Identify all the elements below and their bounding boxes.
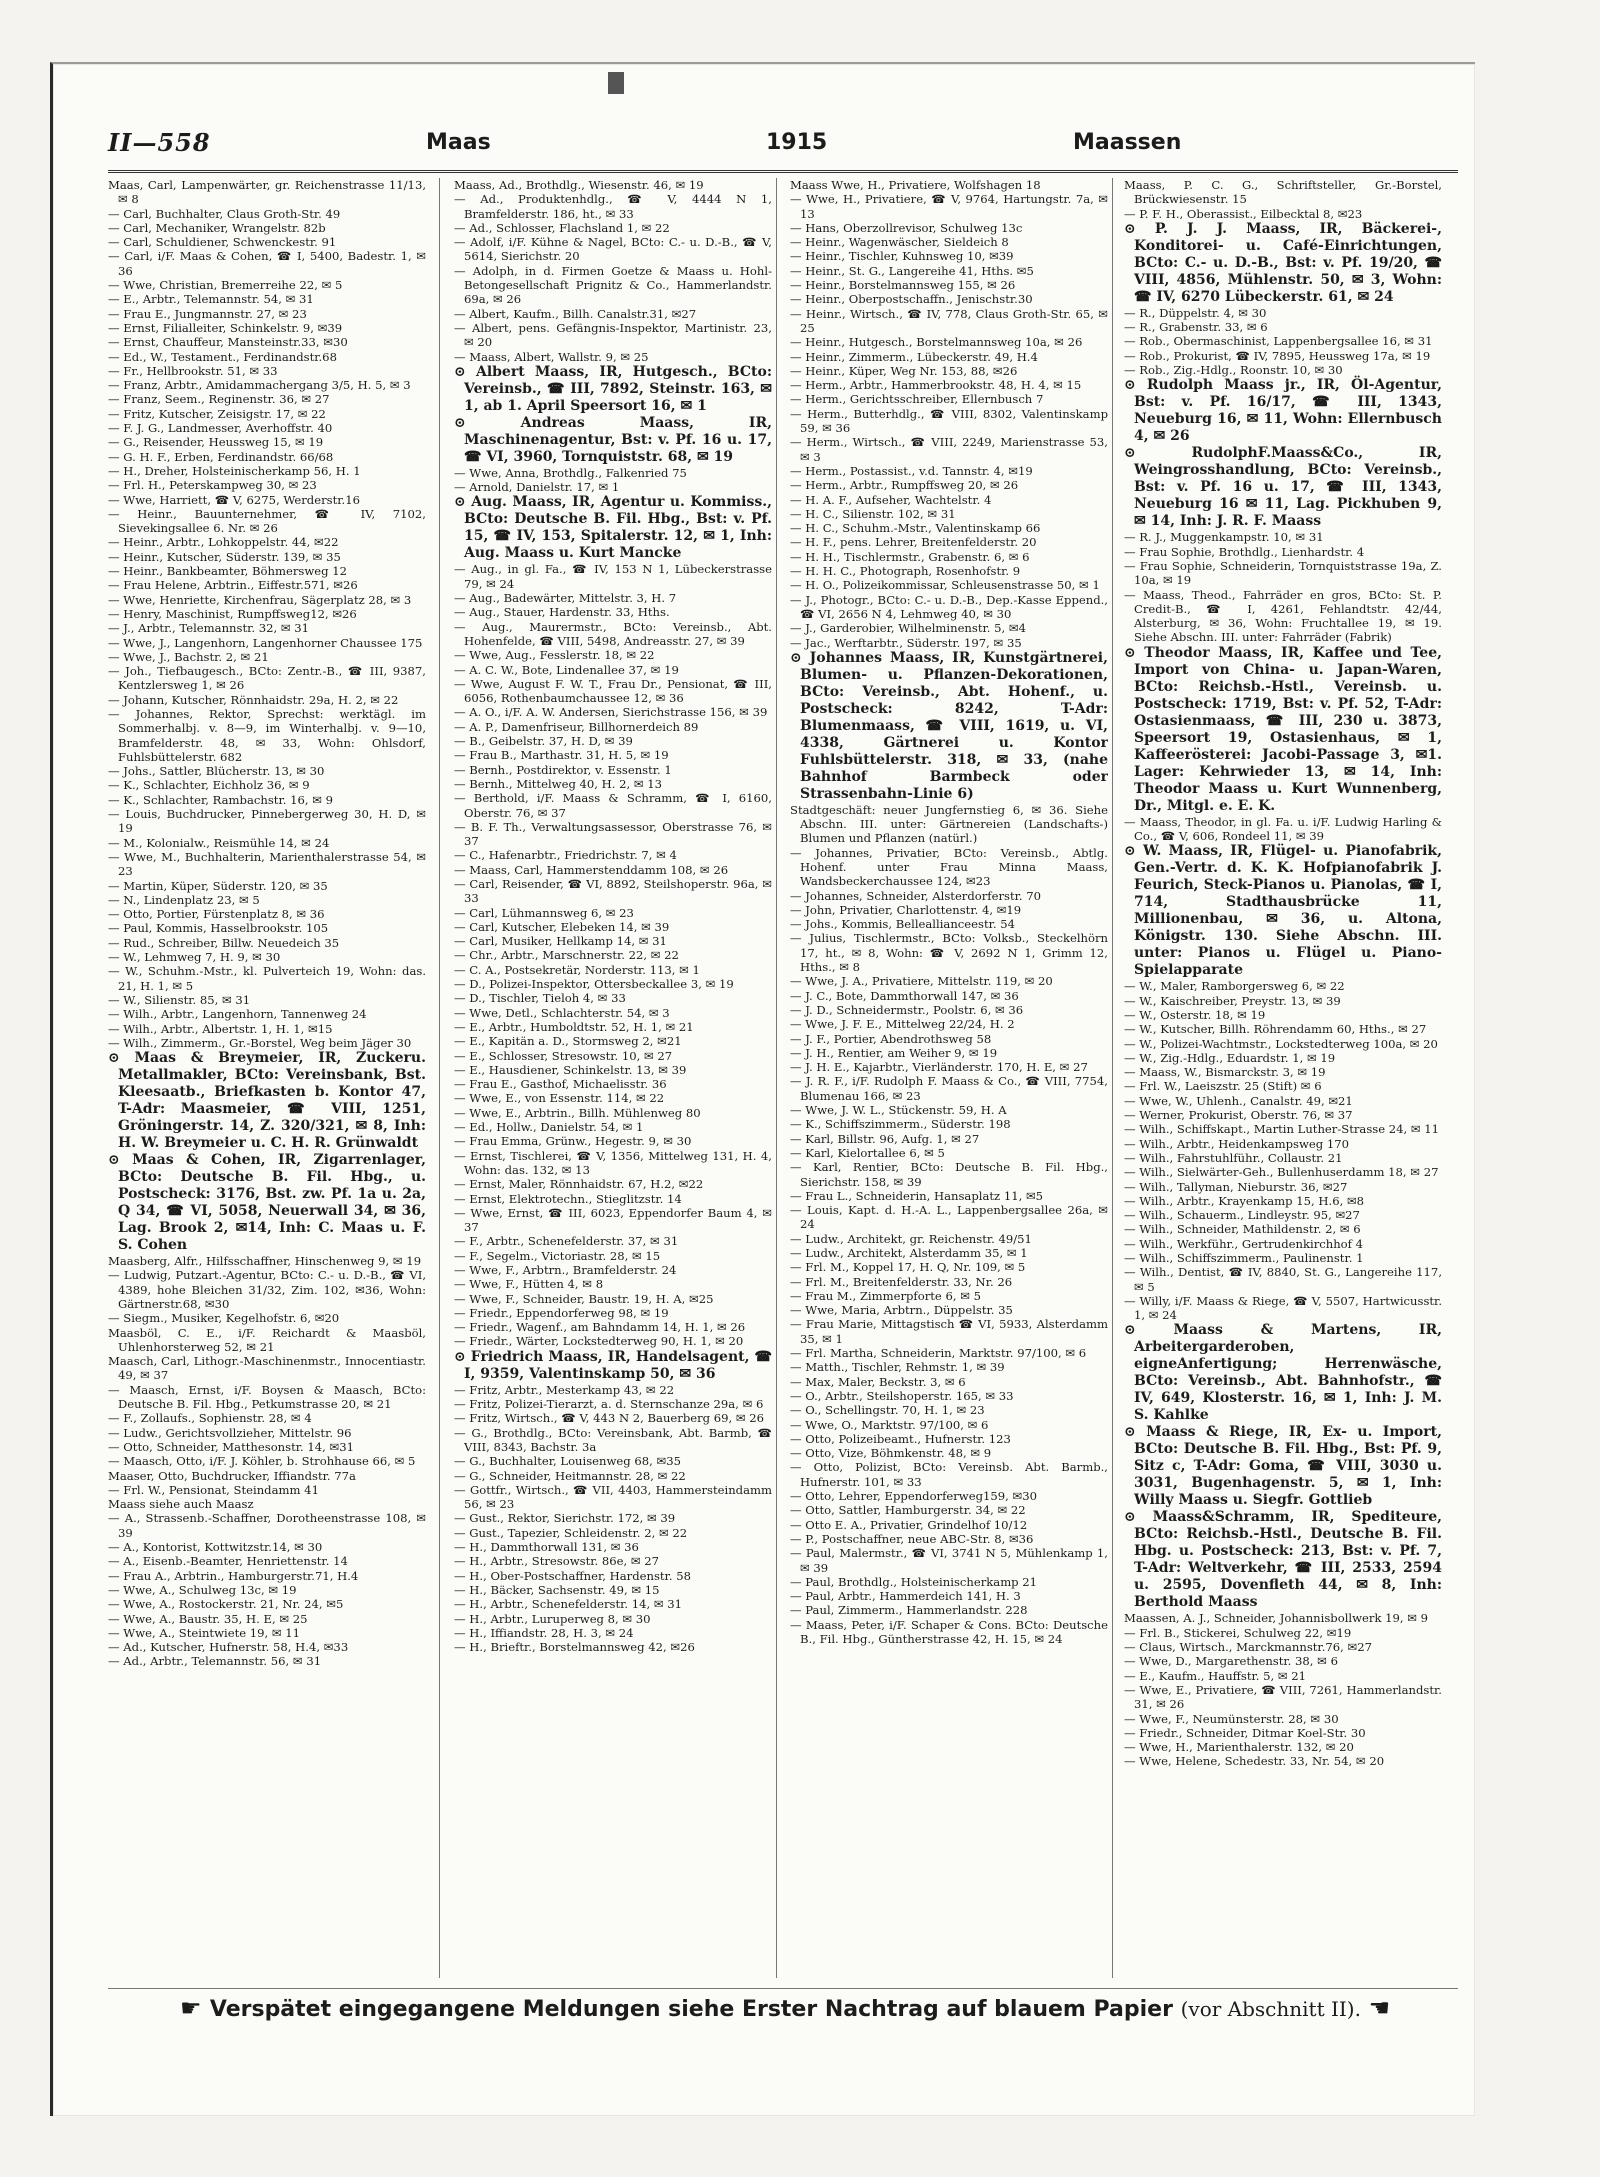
directory-entry: — Fritz, Wirtsch., ☎ V, 443 N 2, Bauerberg 69, ✉ 26 (454, 1411, 765, 1426)
directory-entry: — Ludw., Architekt, gr. Reichenstr. 49/51 (790, 1231, 1032, 1246)
directory-entry: — Aug., in gl. Fa., ☎ IV, 153 N 1, Lübeckerstrasse 79, ✉ 24 (454, 562, 772, 591)
directory-entry: — Ernst, Chauffeur, Mansteinstr.33, ✉30 (108, 335, 348, 350)
directory-entry: — P. F. H., Oberassist., Eilbecktal 8, ✉23 (1124, 206, 1363, 221)
directory-entry: — Ad., Schlosser, Flachsland 1, ✉ 22 (454, 220, 670, 235)
directory-entry: — Wwe, Harriett, ☎ V, 6275, Werderstr.16 (108, 492, 360, 507)
directory-entry: — H. H., Tischlermstr., Grabenstr. 6, ✉ 6 (790, 549, 1030, 564)
directory-entry: — Werner, Prokurist, Oberstr. 76, ✉ 37 (1124, 1108, 1353, 1123)
directory-entry: — Maass, Peter, i/F. Schaper & Cons. BCto: Deutsche B., Fil. Hbg., Güntherstrasse 42, H. 15, ✉ 24 (790, 1617, 1108, 1647)
directory-entry: — Frau L., Schneiderin, Hansaplatz 11, ✉5 (790, 1188, 1044, 1203)
directory-entry: — Ludwig, Putzart.-Agentur, BCto: C.- u. D.-B., ☎ VI, 4389, hohe Bleichen 31/32, Zim. 102, ✉36, Wohn: Gärtnerstr.68, ✉30 (108, 1268, 426, 1311)
directory-entry: — H., Ober-Postschaffner, Hardenstr. 58 (454, 1568, 691, 1583)
page-header (108, 128, 1448, 164)
directory-entry: — Frau A., Arbtrin., Hamburgerstr.71, H.4 (108, 1568, 359, 1583)
directory-entry: — J. D., Schneidermstr., Poolstr. 6, ✉ 36 (790, 1002, 1024, 1017)
directory-entry: — Ludw., Gerichtsvollzieher, Mittelstr. 96 (108, 1425, 352, 1440)
directory-entry: — Aug., Badewärter, Mittelstr. 3, H. 7 (454, 591, 677, 606)
column-3 (790, 178, 1108, 1978)
directory-entry: — Aug., Stauer, Hardenstr. 33, Hths. (454, 605, 670, 620)
directory-entry: — Wwe, A., Steintwiete 19, ✉ 11 (108, 1625, 301, 1640)
directory-entry: — Friedr., Schneider, Ditmar Koel-Str. 30 (1124, 1725, 1366, 1740)
directory-entry: — Frau E., Jungmannstr. 27, ✉ 23 (108, 306, 307, 321)
directory-entry: — J. R. F., i/F. Rudolph F. Maass & Co., ☎ VIII, 7754, Blumenau 166, ✉ 23 (790, 1074, 1108, 1103)
directory-entry: — A. P., Damenfriseur, Billhornerdeich 89 (454, 719, 699, 734)
directory-entry: — Frl. H., Peterskampweg 30, ✉ 23 (108, 478, 317, 493)
directory-entry: — Wwe, J., Bachstr. 2, ✉ 21 (108, 649, 269, 664)
directory-entry: — Willy, i/F. Maass & Riege, ☎ V, 5507, Hartwicusstr. 1, ✉ 24 (1124, 1293, 1442, 1323)
directory-columns (108, 178, 1458, 1978)
directory-entry: — Ad., Arbtr., Telemannstr. 56, ✉ 31 (108, 1654, 322, 1669)
directory-entry: Stadtgeschäft: neuer Jungfernstieg 6, ✉ 36. Siehe Abschn. III. unter: Gärtnereien (Landschafts-) Blumen und Pflanzen (natürl.) (790, 802, 1108, 846)
directory-entry: — Wwe, A., Rostockerstr. 21, Nr. 24, ✉5 (108, 1597, 344, 1612)
directory-entry: — J. C., Bote, Dammthorwall 147, ✉ 36 (790, 988, 1019, 1003)
directory-entry: — Matth., Tischler, Rehmstr. 1, ✉ 39 (790, 1360, 1005, 1375)
directory-entry: — Gust., Tapezier, Schleidenstr. 2, ✉ 22 (454, 1525, 688, 1540)
directory-entry: — Frl. W., Laeiszstr. 25 (Stift) ✉ 6 (1124, 1079, 1322, 1094)
directory-entry: — W., Silienstr. 85, ✉ 31 (108, 992, 251, 1007)
column-4 (1124, 178, 1442, 1978)
directory-entry: — J., Photogr., BCto: C.- u. D.-B., Dep.-Kasse Eppend., ☎ VI, 2656 N 4, Lehmweg 40, ✉ 30 (790, 592, 1108, 621)
directory-entry: — Otto, Polizist, BCto: Vereinsb. Abt. Barmb., Hufnerstr. 101, ✉ 33 (790, 1460, 1108, 1489)
directory-entry: — Frl. B., Stickerei, Schulweg 22, ✉19 (1124, 1625, 1352, 1640)
directory-entry: ⊙ Maass & Riege, IR, Ex- u. Import, BCto: Deutsche B. Fil. Hbg., Bst: Pf. 9, Sitz c, T-Adr: Goma, ☎ VIII, 3030 u. 3031, Bugenhagenstr. 5, ✉ 1, Inh: Willy Maass u. Siegfr. Gottlieb (1124, 1424, 1442, 1509)
directory-entry: — Maass, Albert, Wallstr. 9, ✉ 25 (454, 349, 649, 364)
directory-entry: — Paul, Brothdlg., Holsteinischerkamp 21 (790, 1574, 1038, 1589)
directory-entry: — Otto, Lehrer, Eppendorferweg159, ✉30 (790, 1489, 1037, 1504)
directory-entry: — K., Schlachter, Rambachstr. 16, ✉ 9 (108, 792, 333, 807)
directory-entry: — Maass, W., Bismarckstr. 3, ✉ 19 (1124, 1065, 1326, 1080)
directory-entry: — Louis, Buchdrucker, Pinnebergerweg 30, H. D, ✉ 19 (108, 807, 426, 836)
directory-entry: — Heinr., Wirtsch., ☎ IV, 778, Claus Groth-Str. 65, ✉ 25 (790, 306, 1108, 335)
directory-entry: — Carl, Mechaniker, Wrangelstr. 82b (108, 220, 326, 235)
directory-entry: — Ad., Produktenhdlg., ☎ V, 4444 N 1, Bramfelderstr. 186, ht., ✉ 33 (454, 192, 772, 221)
directory-entry: — Otto, Polizeibeamt., Hufnerstr. 123 (790, 1431, 1011, 1446)
directory-entry: — Frau Sophie, Schneiderin, Tornquiststrasse 19a, Z. 10a, ✉ 19 (1124, 558, 1442, 588)
directory-entry: — Heinr., St. G., Langereihe 41, Hths. ✉5 (790, 263, 1034, 278)
directory-entry: — Carl, Kutscher, Elebeken 14, ✉ 39 (454, 919, 670, 934)
directory-entry: — Gust., Rektor, Sierichstr. 172, ✉ 39 (454, 1511, 676, 1526)
directory-entry: — Bernh., Postdirektor, v. Essenstr. 1 (454, 762, 672, 777)
directory-entry: — Wilh., Arbtr., Krayenkamp 15, H.6, ✉8 (1124, 1193, 1365, 1208)
directory-entry: — Ludw., Architekt, Alsterdamm 35, ✉ 1 (790, 1246, 1028, 1260)
directory-entry: — Heinr., Bankbeamter, Böhmersweg 12 (108, 564, 347, 579)
directory-entry: — Siegm., Musiker, Kegelhofstr. 6, ✉20 (108, 1311, 340, 1326)
directory-entry: — Maass, Carl, Hammerstenddamm 108, ✉ 26 (454, 862, 729, 877)
directory-entry: — Wilh., Tallyman, Nieburstr. 36, ✉27 (1124, 1179, 1348, 1194)
directory-entry: — Carl, Musiker, Hellkamp 14, ✉ 31 (454, 934, 667, 949)
header-right-word: Maassen (1073, 130, 1182, 155)
directory-entry: — W., Kaischreiber, Preystr. 13, ✉ 39 (1124, 993, 1341, 1008)
directory-entry: — Carl, Lühmannsweg 6, ✉ 23 (454, 905, 634, 920)
directory-entry: — Henry, Maschinist, Rumpffsweg12, ✉26 (108, 606, 357, 621)
directory-entry: — A. O., i/F. A. W. Andersen, Sierichstrasse 156, ✉ 39 (454, 705, 768, 720)
directory-entry: — Chr., Arbtr., Marschnerstr. 22, ✉ 22 (454, 948, 679, 963)
directory-entry: — H., Arbtr., Luruperweg 8, ✉ 30 (454, 1611, 651, 1626)
directory-entry: — A. C. W., Bote, Lindenallee 37, ✉ 19 (454, 662, 679, 677)
directory-entry: — Ernst, Tischlerei, ☎ V, 1356, Mittelweg 131, H. 4, Wohn: das. 132, ✉ 13 (454, 1148, 772, 1177)
directory-entry: — F., Zollaufs., Sophienstr. 28, ✉ 4 (108, 1411, 312, 1426)
directory-entry: — Otto, Sattler, Hamburgerstr. 34, ✉ 22 (790, 1503, 1026, 1518)
directory-entry: — Wwe, J., Langenhorn, Langenhorner Chaussee 175 (108, 635, 423, 650)
directory-entry: — Aug., Maurermstr., BCto: Vereinsb., Abt. Hohenfelde, ☎ VIII, 5498, Andreasstr. 27, ✉ 39 (454, 619, 772, 648)
directory-entry: — W., Polizei-Wachtmstr., Lockstedterweg 100a, ✉ 20 (1124, 1036, 1438, 1051)
directory-entry: — Wwe, E., von Essenstr. 114, ✉ 22 (454, 1091, 665, 1106)
directory-entry: — Frau Marie, Mittagstisch ☎ VI, 5933, Alsterdamm 35, ✉ 1 (790, 1317, 1108, 1346)
directory-entry: — Wilh., Sielwärter-Geh., Bullenhuserdamm 18, ✉ 27 (1124, 1165, 1439, 1180)
directory-entry: — Herm., Arbtr., Hammerbrookstr. 48, H. 4, ✉ 15 (790, 378, 1082, 393)
directory-entry: — Wwe, H., Privatiere, ☎ V, 9764, Hartungstr. 7a, ✉ 13 (790, 192, 1108, 221)
directory-entry: — Herm., Gerichtsschreiber, Ellernbusch 7 (790, 392, 1044, 407)
directory-entry: — Rob., Prokurist, ☎ IV, 7895, Heussweg 17a, ✉ 19 (1124, 348, 1431, 363)
directory-entry: ⊙ W. Maass, IR, Flügel- u. Pianofabrik, Gen.-Vertr. d. K. K. Hofpianofabrik J. Feurich, Steck-Pianos u. Pianolas, ☎ I, 714, Stadthausbrücke 11, Millionenbau, ✉ 36, u. Altona, Königstr. 130. Siehe Abschn. III. unter: Pianos u. Flügel u. Piano-Spielapparate (1124, 843, 1442, 979)
directory-entry: — H. A. F., Aufseher, Wachtelstr. 4 (790, 492, 992, 507)
pointing-hand-icon: ☚ (1368, 1994, 1391, 2022)
directory-entry: — O., Arbtr., Steilshoperstr. 165, ✉ 33 (790, 1388, 1014, 1403)
directory-entry: — G., Reisender, Heussweg 15, ✉ 19 (108, 435, 324, 450)
directory-entry: — Friedr., Wagenf., am Bahndamm 14, H. 1, ✉ 26 (454, 1320, 746, 1335)
directory-entry: — John, Privatier, Charlottenstr. 4, ✉19 (790, 902, 1022, 917)
directory-entry: — J. H. E., Kajarbtr., Vierländerstr. 170, H. E, ✉ 27 (790, 1060, 1088, 1075)
directory-entry: — Rob., Zig.-Hdlg., Roonstr. 10, ✉ 30 (1124, 363, 1343, 378)
directory-entry: — Fritz, Kutscher, Zeisigstr. 17, ✉ 22 (108, 406, 326, 421)
directory-entry: — Heinr., Küper, Weg Nr. 153, 88, ✉26 (790, 363, 1018, 378)
directory-entry: — Wwe, O., Marktstr. 97/100, ✉ 6 (790, 1417, 989, 1432)
directory-entry: — Adolph, in d. Firmen Goetze & Maass u. Hohl-Betongesellschaft Prignitz & Co., Hammerlandstr. 69a, ✉ 26 (454, 263, 772, 307)
directory-entry: — Wwe, M., Buchhalterin, Marienthalerstrasse 54, ✉ 23 (108, 849, 426, 879)
directory-entry: — Ed., W., Testament., Ferdinandstr.68 (108, 349, 337, 364)
footer-reference: (vor Abschnitt II). (1180, 1997, 1361, 2021)
directory-entry: — Wwe, H., Marienthalerstr. 132, ✉ 20 (1124, 1740, 1354, 1755)
directory-entry: — Wilh., Schauerm., Lindleystr. 95, ✉27 (1124, 1208, 1360, 1223)
directory-entry: — Heinr., Oberpostschaffn., Jenischstr.30 (790, 292, 1033, 307)
directory-entry: ⊙ Friedrich Maass, IR, Handelsagent, ☎ I, 9359, Valentinskamp 50, ✉ 36 (454, 1348, 772, 1382)
directory-entry: — Ed., Hollw., Danielstr. 54, ✉ 1 (454, 1120, 644, 1135)
directory-entry: — C. A., Postsekretär, Norderstr. 113, ✉ 1 (454, 962, 700, 977)
directory-entry: — Rob., Obermaschinist, Lappenbergsallee 16, ✉ 31 (1124, 334, 1433, 349)
directory-entry: — H., Bäcker, Sachsenstr. 49, ✉ 15 (454, 1582, 660, 1597)
directory-entry: — Paul, Malermstr., ☎ VI, 3741 N 5, Mühlenkamp 1, ✉ 39 (790, 1546, 1108, 1575)
directory-entry: — Paul, Kommis, Hasselbrookstr. 105 (108, 921, 329, 936)
directory-entry: — Frl. W., Pensionat, Steindamm 41 (108, 1482, 319, 1497)
directory-entry: — H., Arbtr., Stresowstr. 86e, ✉ 27 (454, 1554, 660, 1569)
directory-entry: — Johs., Sattler, Blücherstr. 13, ✉ 30 (108, 764, 325, 779)
directory-entry: — Karl, Kielortallee 6, ✉ 5 (790, 1145, 945, 1160)
directory-entry: Maass siehe auch Maasz (108, 1497, 254, 1512)
directory-entry: — R., Grabenstr. 33, ✉ 6 (1124, 320, 1268, 335)
column-2 (454, 178, 772, 1978)
directory-entry: ⊙ P. J. J. Maass, IR, Bäckerei-, Konditorei- u. Café-Einrichtungen, BCto: C.- u. D.-B., Bst: v. Pf. 19/20, ☎ VIII, 4856, Mühlenstr. 50, ✉ 3, Wohn: ☎ IV, 6270 Lübeckerstr. 61, ✉ 24 (1124, 220, 1442, 305)
directory-entry: — Frl. M., Koppel 17, H. Q, Nr. 109, ✉ 5 (790, 1260, 1026, 1275)
directory-entry: Maassen, A. J., Schneider, Johannisbollwerk 19, ✉ 9 (1124, 1611, 1429, 1626)
column-1 (108, 178, 426, 1978)
directory-entry: — Wwe, August F. W. T., Frau Dr., Pensionat, ☎ III, 6056, Rothenbaumchaussee 12, ✉ 36 (454, 676, 772, 706)
directory-entry: — B., Geibelstr. 37, H. D, ✉ 39 (454, 734, 633, 749)
directory-entry: — Max, Maler, Beckstr. 3, ✉ 6 (790, 1374, 966, 1389)
directory-entry: — Albert, Kaufm., Billh. Canalstr.31, ✉27 (454, 306, 697, 321)
directory-entry: — H. O., Polizeikommissar, Schleusenstrasse 50, ✉ 1 (790, 578, 1100, 593)
directory-entry: ⊙ Aug. Maass, IR, Agentur u. Kommiss., BCto: Deutsche B. Fil. Hbg., Bst: v. Pf. 15, ☎ IV, 153, Spitalerstr. 12, ✉ 1, Inh: Aug. Maass u. Kurt Mancke (454, 494, 772, 562)
directory-entry: Maass, Ad., Brothdlg., Wiesenstr. 46, ✉ 19 (454, 178, 704, 192)
directory-entry: — Wwe, E., Privatiere, ☎ VIII, 7261, Hammerlandstr. 31, ✉ 26 (1124, 1682, 1442, 1712)
directory-entry: — J. H., Rentier, am Weiher 9, ✉ 19 (790, 1045, 998, 1060)
directory-entry: — Frau M., Zimmerpforte 6, ✉ 5 (790, 1288, 981, 1303)
directory-entry: ⊙ Maass & Martens, IR, Arbeitergarderoben, eigneAnfertigung; Herrenwäsche, BCto: Vereinsb., Abt. Bahnhofstr., ☎ IV, 649, Klosterstr. 16, ✉ 1, Inh: J. M. S. Kahlke (1124, 1322, 1442, 1424)
directory-entry: — K., Schiffszimmerm., Süderstr. 198 (790, 1117, 1011, 1132)
directory-entry: — B. F. Th., Verwaltungsassessor, Oberstrasse 76, ✉ 37 (454, 819, 772, 849)
directory-entry: Maas, Carl, Lampenwärter, gr. Reichenstrasse 11/13, ✉ 8 (108, 178, 426, 207)
directory-entry: — Otto E. A., Privatier, Grindelhof 10/12 (790, 1517, 1028, 1532)
directory-entry: — Gottfr., Wirtsch., ☎ VII, 4403, Hammersteindamm 56, ✉ 23 (454, 1482, 772, 1512)
directory-entry: — Wwe, A., Baustr. 35, H. E, ✉ 25 (108, 1611, 308, 1626)
directory-entry: — Wwe, Aug., Fesslerstr. 18, ✉ 22 (454, 648, 655, 663)
directory-entry: — Herm., Arbtr., Rumpffsweg 20, ✉ 26 (790, 478, 1019, 493)
footer-notice: Verspätet eingegangene Meldungen siehe Erster Nachtrag auf blauem Papier (209, 1997, 1173, 2022)
directory-entry: — E., Arbtr., Telemannstr. 54, ✉ 31 (108, 292, 314, 307)
directory-entry: — Herm., Butterhdlg., ☎ VIII, 8302, Valentinskamp 59, ✉ 36 (790, 406, 1108, 436)
directory-entry: — Hans, Oberzollrevisor, Schulweg 13c (790, 220, 1023, 235)
directory-entry: Maasberg, Alfr., Hilfsschaffner, Hinschenweg 9, ✉ 19 (108, 1254, 422, 1269)
directory-entry: — Johannes, Rektor, Sprechst: werktägl. im Sommerhalbj. v. 8—9, im Winterhalbj. v. 9—10, Bramfelderstr. 48, ✉ 33, Wohn: Ohlsdorf, Fuhlsbüttelerstr. 682 (108, 706, 426, 764)
directory-entry: — Wwe, J. W. L., Stückenstr. 59, H. A (790, 1103, 1007, 1118)
directory-entry: ⊙ Rudolph Maass jr., IR, Öl-Agentur, Bst: v. Pf. 16/17, ☎ III, 1343, Neueburg 16, ✉ 11, Wohn: Ellernbusch 4, ✉ 26 (1124, 377, 1442, 445)
directory-entry: — Wwe, W., Uhlenh., Canalstr. 49, ✉21 (1124, 1093, 1353, 1108)
directory-entry: — Wwe, Detl., Schlachterstr. 54, ✉ 3 (454, 1005, 670, 1020)
directory-entry: — G. H. F., Erben, Ferdinandstr. 66/68 (108, 449, 334, 464)
directory-entry: — W., Lehmweg 7, H. 9, ✉ 30 (108, 950, 281, 965)
directory-entry: — Maass, Theodor, in gl. Fa. u. i/F. Ludwig Harling & Co., ☎ V, 606, Rondeel 11, ✉ 39 (1124, 814, 1442, 844)
directory-entry: — Franz, Arbtr., Amidammachergang 3/5, H. 5, ✉ 3 (108, 378, 411, 393)
directory-entry: — Heinr., Wagenwäscher, Sieldeich 8 (790, 235, 1009, 250)
footer-rule (108, 1988, 1458, 1989)
directory-entry: — Frau E., Gasthof, Michaelisstr. 36 (454, 1077, 667, 1092)
directory-entry: — Maass, Theod., Fahrräder en gros, BCto: St. P. Credit-B., ☎ I, 4261, Fehlandtstr. 42/44, Alsterburg, ✉ 36, Wohn: Fruchtallee 19, ✉ 19. Siehe Abschn. III. unter: Fahrräder (Fabrik) (1124, 587, 1442, 645)
directory-entry: — K., Schlachter, Eichholz 36, ✉ 9 (108, 778, 310, 793)
directory-entry: — Fritz, Polizei-Tierarzt, a. d. Sternschanze 29a, ✉ 6 (454, 1397, 764, 1412)
directory-entry: — Fr., Hellbrookstr. 51, ✉ 33 (108, 363, 278, 378)
directory-entry: — E., Arbtr., Humboldtstr. 52, H. 1, ✉ 21 (454, 1019, 694, 1034)
directory-entry: — Frau B., Marthastr. 31, H. 5, ✉ 19 (454, 748, 669, 763)
directory-entry: — N., Lindenplatz 23, ✉ 5 (108, 892, 260, 907)
directory-entry: — W., Maler, Ramborgersweg 6, ✉ 22 (1124, 979, 1345, 994)
directory-entry: — Wwe, A., Schulweg 13c, ✉ 19 (108, 1582, 297, 1597)
directory-entry: — Wwe, J. A., Privatiere, Mittelstr. 119, ✉ 20 (790, 974, 1053, 989)
directory-entry: — Herm., Wirtsch., ☎ VIII, 2249, Marienstrasse 53, ✉ 3 (790, 435, 1108, 464)
directory-entry: — R., Düppelstr. 4, ✉ 30 (1124, 305, 1267, 320)
directory-entry: — Heinr., Borstelmannsweg 155, ✉ 26 (790, 278, 1016, 293)
directory-entry: — Wwe, F., Hütten 4, ✉ 8 (454, 1277, 604, 1292)
header-left-word: Maas (426, 130, 491, 155)
directory-entry: — Otto, Vize, Böhmkenstr. 48, ✉ 9 (790, 1446, 992, 1461)
directory-entry: — Wwe, F., Arbtrn., Bramfelderstr. 24 (454, 1263, 677, 1277)
directory-entry: — Fritz, Arbtr., Mesterkamp 43, ✉ 22 (454, 1382, 675, 1397)
directory-entry: — W., Schuhm.-Mstr., kl. Pulverteich 19, Wohn: das. 21, H. 1, ✉ 5 (108, 964, 426, 993)
directory-entry: ⊙ Johannes Maass, IR, Kunstgärtnerei, Blumen- u. Pflanzen-Dekorationen, BCto: Vereinsb., Abt. Hohenf., u. Postscheck: 8242, T-Adr: Blumenmaass, ☎ VIII, 1619, u. VI, 4338, Gärtnerei u. Kontor Fuhlsbüttelerstr. 318, ✉ 33, (nahe Bahnhof Barmbeck oder Strassenbahn-Linie 6) (790, 649, 1108, 802)
directory-entry: — Johs., Kommis, Belleallianceestr. 54 (790, 917, 1016, 932)
directory-entry: — H., Dammthorwall 131, ✉ 36 (454, 1540, 639, 1555)
directory-entry: Maasböl, C. E., i/F. Reichardt & Maasböl, Uhlenhorsterweg 52, ✉ 21 (108, 1325, 426, 1354)
directory-entry: — A., Eisenb.-Beamter, Henriettenstr. 14 (108, 1554, 348, 1569)
directory-entry: ⊙ Maas & Breymeier, IR, Zuckeru. Metallmakler, BCto: Vereinsbank, Bst. Kleesaatb., Briefkasten b. Kontor 47, T-Adr: Maasmeier, ☎ VIII, 1251, Gröningerstr. 14, Z. 320/321, ✉ 8, Inh: H. W. Breymeier u. C. H. R. Grünwaldt (108, 1050, 426, 1152)
directory-entry: — F., Segelm., Victoriastr. 28, ✉ 15 (454, 1248, 661, 1263)
directory-entry: — M., Kolonialw., Reismühle 14, ✉ 24 (108, 835, 330, 850)
directory-entry: — Julius, Tischlermstr., BCto: Volksb., Steckelhörn 17, ht., ✉ 8, Wohn: ☎ V, 2692 N 1, Grimm 12, Hths., ✉ 8 (790, 931, 1108, 975)
directory-entry: ⊙ RudolphF.Maass&Co., IR, Weingrosshandlung, BCto: Vereinsb., Bst: v. Pf. 16 u. 17, ☎ III, 1343, Neueburg 16 ✉ 11, Lag. Pickhuben 9, ✉ 14, Inh: J. R. F. Maass (1124, 445, 1442, 530)
directory-entry: — Paul, Zimmerm., Hammerlandstr. 228 (790, 1603, 1028, 1618)
directory-entry: — G., Schneider, Heitmannstr. 28, ✉ 22 (454, 1468, 686, 1483)
directory-entry: — Frau Sophie, Brothdlg., Lienhardstr. 4 (1124, 544, 1365, 559)
directory-entry: — Jac., Werftarbtr., Süderstr. 197, ✉ 35 (790, 635, 1022, 650)
directory-entry: — Wwe, D., Margarethenstr. 38, ✉ 6 (1124, 1654, 1338, 1669)
directory-entry: — Carl, i/F. Maas & Cohen, ☎ I, 5400, Badestr. 1, ✉ 36 (108, 249, 426, 278)
directory-entry: — Carl, Reisender, ☎ VI, 8892, Steilshoperstr. 96a, ✉ 33 (454, 876, 772, 906)
directory-entry: — Wilh., Zimmerm., Gr.-Borstel, Weg beim Jäger 30 (108, 1035, 412, 1050)
directory-entry: — Wwe, F., Schneider, Baustr. 19, H. A, ✉25 (454, 1291, 714, 1306)
directory-entry: — Wwe, E., Arbtrin., Billh. Mühlenweg 80 (454, 1105, 701, 1120)
directory-entry: — Karl, Rentier, BCto: Deutsche B. Fil. Hbg., Sierichstr. 158, ✉ 39 (790, 1160, 1108, 1189)
directory-entry: — Heinr., Tischler, Kuhnsweg 10, ✉39 (790, 249, 1014, 264)
directory-entry: — J., Garderobier, Wilhelminenstr. 5, ✉4 (790, 621, 1026, 636)
directory-entry: — Bernh., Mittelweg 40, H. 2, ✉ 13 (454, 776, 663, 791)
directory-entry: — Wwe, Christian, Bremerreihe 22, ✉ 5 (108, 278, 343, 293)
directory-entry: — H. C., Silienstr. 102, ✉ 31 (790, 506, 956, 521)
directory-entry: — E., Schlosser, Stresowstr. 10, ✉ 27 (454, 1048, 673, 1063)
directory-entry: — H. H. C., Photograph, Rosenhofstr. 9 (790, 564, 1021, 579)
directory-entry: — Adolf, i/F. Kühne & Nagel, BCto: C.- u. D.-B., ☎ V, 5614, Sierichstr. 20 (454, 235, 772, 264)
directory-entry: — Frl. Martha, Schneiderin, Marktstr. 97/100, ✉ 6 (790, 1346, 1087, 1361)
directory-entry: — Paul, Arbtr., Hammerdeich 141, H. 3 (790, 1589, 1021, 1604)
directory-entry: — J. F., Portier, Abendrothsweg 58 (790, 1031, 992, 1046)
directory-entry: — G., Brothdlg., BCto: Vereinsbank, Abt. Barmb, ☎ VIII, 8343, Bachstr. 3a (454, 1425, 772, 1454)
directory-entry: — H., Dreher, Holsteinischerkamp 56, H. 1 (108, 463, 361, 478)
directory-entry: — Wilh., Arbtr., Heidenkampsweg 170 (1124, 1136, 1350, 1151)
directory-entry: — Wilh., Fahrstuhlführ., Collaustr. 21 (1124, 1150, 1343, 1165)
page-footer (180, 1994, 1390, 2022)
directory-entry: — Franz, Seem., Reginenstr. 36, ✉ 27 (108, 392, 330, 407)
directory-entry: — Rud., Schreiber, Billw. Neuedeich 35 (108, 935, 340, 950)
directory-entry: — Albert, pens. Gefängnis-Inspektor, Martinistr. 23, ✉ 20 (454, 320, 772, 350)
directory-entry: — Martin, Küper, Süderstr. 120, ✉ 35 (108, 878, 328, 893)
directory-entry: — J., Arbtr., Telemannstr. 32, ✉ 31 (108, 621, 310, 636)
directory-entry: — A., Kontorist, Kottwitzstr.14, ✉ 30 (108, 1540, 323, 1555)
directory-entry: — Frau Helene, Arbtrin., Eiffestr.571, ✉26 (108, 578, 358, 593)
directory-entry: — Carl, Buchhalter, Claus Groth-Str. 49 (108, 206, 341, 221)
directory-entry: — Wilh., Schiffskapt., Martin Luther-Strasse 24, ✉ 11 (1124, 1122, 1440, 1137)
directory-entry: — Heinr., Zimmerm., Lübeckerstr. 49, H.4 (790, 349, 1038, 364)
directory-entry: — D., Tischler, Tieloh 4, ✉ 33 (454, 991, 626, 1006)
directory-entry: — Arnold, Danielstr. 17, ✉ 1 (454, 480, 620, 495)
directory-entry: — Heinr., Bauunternehmer, ☎ IV, 7102, Sievekingsallee 6. Nr. ✉ 26 (108, 506, 426, 536)
header-rule (108, 170, 1458, 173)
directory-entry: — Wilh., Dentist, ☎ IV, 8840, St. G., Langereihe 117, ✉ 5 (1124, 1265, 1442, 1294)
directory-entry: — Louis, Kapt. d. H.-A. L., Lappenbergsallee 26a, ✉ 24 (790, 1203, 1108, 1232)
directory-entry: Maaser, Otto, Buchdrucker, Iffiandstr. 77a (108, 1468, 356, 1483)
directory-entry: — F., Arbtr., Schenefelderstr. 37, ✉ 31 (454, 1234, 679, 1249)
directory-entry: — F. J. G., Landmesser, Averhoffstr. 40 (108, 421, 333, 436)
directory-entry: — E., Hausdiener, Schinkelstr. 13, ✉ 39 (454, 1062, 687, 1077)
directory-entry: — Frl. M., Breitenfelderstr. 33, Nr. 26 (790, 1274, 1013, 1289)
header-year: 1915 (766, 130, 828, 155)
directory-entry: — G., Buchhalter, Louisenweg 68, ✉35 (454, 1454, 681, 1469)
directory-entry: — E., Kaufm., Hauffstr. 5, ✉ 21 (1124, 1668, 1307, 1683)
directory-entry: — Otto, Portier, Fürstenplatz 8, ✉ 36 (108, 907, 325, 922)
directory-entry: — H., Arbtr., Schenefelderstr. 14, ✉ 31 (454, 1597, 683, 1612)
directory-entry: — Wwe, Anna, Brothdlg., Falkenried 75 (454, 465, 687, 480)
directory-entry: — Wwe, Ernst, ☎ III, 6023, Eppendorfer Baum 4, ✉ 37 (454, 1205, 772, 1235)
directory-entry: ⊙ Albert Maass, IR, Hutgesch., BCto: Vereinsb., ☎ III, 7892, Steinstr. 163, ✉1, ab 1. April Speersort 16, ✉ 1 (454, 363, 772, 414)
directory-entry: — Johann, Kutscher, Rönnhaidstr. 29a, H. 2, ✉ 22 (108, 692, 399, 707)
directory-entry: — Friedr., Eppendorferweg 98, ✉ 19 (454, 1305, 669, 1320)
directory-entry: — Johannes, Schneider, Alsterdorferstr. 70 (790, 888, 1041, 903)
directory-entry: — Carl, Schuldiener, Schwenckestr. 91 (108, 235, 337, 250)
directory-entry: — Wilh., Arbtr., Langenhorn, Tannenweg 24 (108, 1007, 367, 1022)
directory-entry: — Joh., Tiefbaugesch., BCto: Zentr.-B., ☎ III, 9387, Kentzlersweg 1, ✉ 26 (108, 664, 426, 693)
directory-entry: — Wilh., Schneider, Mathildenstr. 2, ✉ 6 (1124, 1222, 1361, 1237)
directory-entry: — Heinr., Kutscher, Süderstr. 139, ✉ 35 (108, 549, 341, 564)
directory-entry: — P., Postschaffner, neue ABC-Str. 8, ✉36 (790, 1531, 1034, 1546)
directory-entry: Maass Wwe, H., Privatiere, Wolfshagen 18 (790, 178, 1041, 192)
directory-entry: — H., Brieftr., Borstelmannsweg 42, ✉26 (454, 1640, 695, 1655)
directory-entry: ⊙ Theodor Maass, IR, Kaffee und Tee, Import von China- u. Japan-Waren, BCto: Reichsb.-Hstl., Vereinsb. u. Postscheck: 1719, Bst: v. Pf. 52, T-Adr: Ostasienmaass, ☎ III, 230 u. 3873, Speersort 19, Ostasienhaus, ✉ 1, Kaffeerösterei: Jacobi-Passage 3, ✉1. Lager: Kehrwieder 13, ✉ 14, Inh: Theodor Maass u. Kurt Wunnenberg, Dr., Mitgl. e. E. K. (1124, 644, 1442, 814)
directory-entry: — Berthold, i/F. Maass & Schramm, ☎ I, 6160, Oberstr. 76, ✉ 37 (454, 791, 772, 820)
directory-entry: — Maasch, Ernst, i/F. Boysen & Maasch, BCto: Deutsche B. Fil. Hbg., Petkumstrasse 20, ✉ 21 (108, 1382, 426, 1412)
directory-entry: ⊙ Maass&Schramm, IR, Spediteure, BCto: Reichsb.-Hstl., Deutsche B. Fil. Hbg. u. Postscheck: 213, Bst: v. Pf. 7, T-Adr: Weltverkehr, ☎ III, 2533, 2594 u. 2595, Dovenfleth 44, ✉ 8, Inh: Berthold Maass (1124, 1509, 1442, 1611)
directory-entry: — H. F., pens. Lehrer, Breitenfelderstr. 20 (790, 535, 1037, 550)
page-tab-mark (608, 72, 624, 94)
directory-entry: — A., Strassenb.-Schaffner, Dorotheenstrasse 108, ✉ 39 (108, 1511, 426, 1540)
directory-entry: Maasch, Carl, Lithogr.-Maschinenmstr., Innocentiastr. 49, ✉ 37 (108, 1354, 426, 1383)
directory-entry: — Heinr., Hutgesch., Borstelmannsweg 10a, ✉ 26 (790, 335, 1083, 350)
pointing-hand-icon: ☛ (180, 1994, 210, 2022)
directory-entry: — Maasch, Otto, i/F. J. Köhler, b. Strohhause 66, ✉ 5 (108, 1454, 416, 1469)
directory-entry: — Wwe, Maria, Arbtrn., Düppelstr. 35 (790, 1303, 1013, 1318)
directory-entry: — Wilh., Arbtr., Albertstr. 1, H. 1, ✉15 (108, 1021, 333, 1036)
directory-entry: — Heinr., Arbtr., Lohkoppelstr. 44, ✉22 (108, 535, 339, 550)
directory-entry: — Claus, Wirtsch., Marckmannstr.76, ✉27 (1124, 1640, 1372, 1655)
directory-entry: — Ernst, Filialleiter, Schinkelstr. 9, ✉39 (108, 320, 343, 335)
directory-entry: ⊙ Maas & Cohen, IR, Zigarrenlager, BCto: Deutsche B. Fil. Hbg., u. Postscheck: 3176, Bst. zw. Pf. 1a u. 2a, Q 34, ☎ VI, 5058, Neuerwall 34, ✉ 36, Lag. Brook 2, ✉14, Inh: C. Maas u. F. S. Cohen (108, 1152, 426, 1254)
directory-entry: — W., Zig.-Hdlg., Eduardstr. 1, ✉ 19 (1124, 1050, 1336, 1065)
directory-entry: — Wwe, Henriette, Kirchenfrau, Sägerplatz 28, ✉ 3 (108, 592, 412, 607)
directory-entry: — O., Schellingstr. 70, H. 1, ✉ 23 (790, 1403, 985, 1418)
directory-entry: — Wilh., Schiffszimmerm., Paulinenstr. 1 (1124, 1250, 1364, 1265)
directory-entry: — Otto, Schneider, Matthesonstr. 14, ✉31 (108, 1439, 354, 1454)
directory-entry: ⊙ Andreas Maass, IR, Maschinenagentur, Bst: v. Pf. 16 u. 17, ☎ VI, 3960, Tornquiststr. 68, ✉ 19 (454, 414, 772, 465)
directory-entry: — C., Hafenarbtr., Friedrichstr. 7, ✉ 4 (454, 848, 677, 863)
directory-entry: — Ad., Kutscher, Hufnerstr. 58, H.4, ✉33 (108, 1640, 349, 1655)
directory-entry: — Ernst, Elektrotechn., Stieglitzstr. 14 (454, 1191, 682, 1206)
directory-entry: — Johannes, Privatier, BCto: Vereinsb., Abtlg. Hohenf. unter Frau Minna Maass, Wandsbeckerchaussee 124, ✉23 (790, 845, 1108, 889)
directory-entry: — H., Iffiandstr. 28, H. 3, ✉ 24 (454, 1625, 634, 1640)
directory-entry: — W., Osterstr. 18, ✉ 19 (1124, 1007, 1266, 1022)
directory-entry: — Wwe, J. F. E., Mittelweg 22/24, H. 2 (790, 1017, 1015, 1032)
directory-entry: — Wilh., Werkführ., Gertrudenkirchhof 4 (1124, 1236, 1363, 1251)
page-number: II—558 (108, 128, 211, 157)
directory-entry: — Herm., Postassist., v.d. Tannstr. 4, ✉19 (790, 463, 1033, 478)
directory-entry: — Frau Emma, Grünw., Hegestr. 9, ✉ 30 (454, 1134, 692, 1149)
directory-entry: — Friedr., Wärter, Lockstedterweg 90, H. 1, ✉ 20 (454, 1334, 744, 1349)
directory-entry: — E., Kapitän a. D., Stormsweg 2, ✉21 (454, 1034, 682, 1049)
directory-entry: — Wwe, Helene, Schedestr. 33, Nr. 54, ✉ 20 (1124, 1754, 1385, 1769)
directory-entry: — Karl, Billstr. 96, Aufg. 1, ✉ 27 (790, 1131, 980, 1146)
directory-entry: — W., Kutscher, Billh. Röhrendamm 60, Hths., ✉ 27 (1124, 1022, 1427, 1037)
directory-entry: — R. J., Muggenkampstr. 10, ✉ 31 (1124, 530, 1324, 545)
directory-entry: — H. C., Schuhm.-Mstr., Valentinskamp 66 (790, 521, 1041, 536)
directory-entry: — Wwe, F., Neumünsterstr. 28, ✉ 30 (1124, 1711, 1339, 1726)
directory-entry: Maass, P. C. G., Schriftsteller, Gr.-Borstel, Brückwiesenstr. 15 (1124, 178, 1442, 207)
directory-entry: — Ernst, Maler, Rönnhaidstr. 67, H.2, ✉22 (454, 1177, 704, 1192)
directory-entry: — D., Polizei-Inspektor, Ottersbeckallee 3, ✉ 19 (454, 977, 734, 992)
